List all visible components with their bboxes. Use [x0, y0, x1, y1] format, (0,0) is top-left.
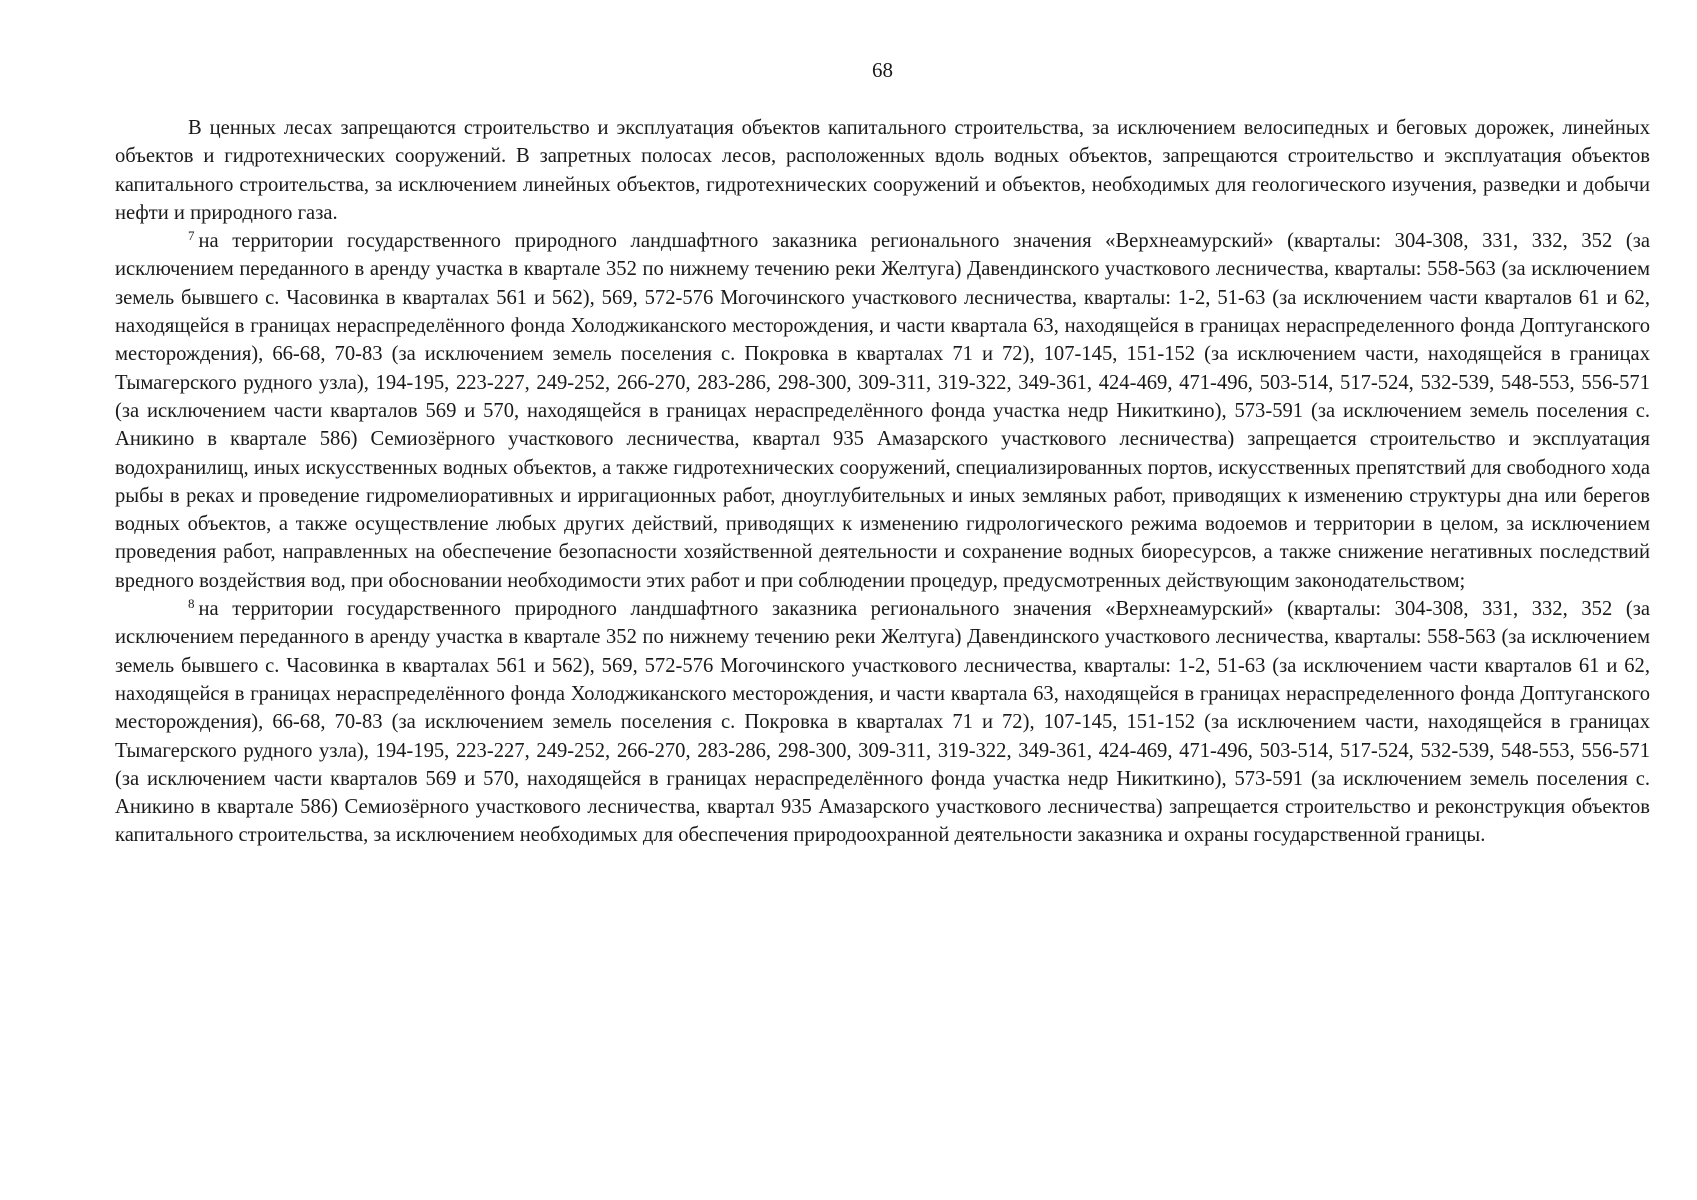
- paragraph-valuable-forests: [115, 114, 1650, 227]
- document-body: [115, 114, 1650, 850]
- footnote-marker: 8: [188, 596, 195, 612]
- footnote-marker: 7: [188, 228, 195, 244]
- paragraph-text: В ценных лесах запрещаются строительство и эксплуатация объектов капитального строительства, за исключением велосипедных и беговых дорожек, линейных объектов и гидротехнических сооружений. В запретных полосах лесов, расположенных вдоль водных объектов, запрещаются строительство и эксплуатация объектов капитального строительства, за исключением линейных объектов, гидротехнических сооружений и объектов, необходимых для геологического изучения, разведки и добычи нефти и природного газа.: [115, 117, 1650, 224]
- paragraph-footnote-7: [115, 227, 1650, 595]
- paragraph-text: на территории государственного природного ландшафтного заказника регионального значения «Верхнеамурский» (кварталы: 304-308, 331, 332, 352 (за исключением переданного в аренду участка в квартале 352 по нижнему течению реки Желтуга) Давендинского участкового лесничества, кварталы: 558-563 (за исключением земель бывшего с. Часовинка в кварталах 561 и 562), 569, 572-576 Могочинского участкового лесничества, кварталы: 1-2, 51-63 (за исключением части кварталов 61 и 62, находящейся в границах нераспределённого фонда Холоджиканского месторождения, и части квартала 63, находящейся в границах нераспределенного фонда Доптуганского месторождения), 66-68, 70-83 (за исключением земель поселения с. Покровка в кварталах 71 и 72), 107-145, 151-152 (за исключением части, находящейся в границах Тымагерского рудного узла), 194-195, 223-227, 249-252, 266-270, 283-286, 298-300, 309-311, 319-322, 349-361, 424-469, 471-496, 503-514, 517-524, 532-539, 548-553, 556-571 (за исключением части кварталов 569 и 570, находящейся в границах нераспределённого фонда участка недр Никиткино), 573-591 (за исключением земель поселения с. Аникино в квартале 586) Семиозёрного участкового лесничества, квартал 935 Амазарского участкового лесничества) запрещается строительство и эксплуатация водохранилищ, иных искусственных водных объектов, а также гидротехнических сооружений, специализированных портов, искусственных препятствий для свободного хода рыбы в реках и проведение гидромелиоративных и ирригационных работ, дноуглубительных и иных земляных работ, приводящих к изменению структуры дна или берегов водных объектов, а также осуществление любых других действий, приводящих к изменению гидрологического режима водоемов и территории в целом, за исключением проведения работ, направленных на обеспечение безопасности хозяйственной деятельности и сохранение водных биоресурсов, а также снижение негативных последствий вредного воздействия вод, при обосновании необходимости этих работ и при соблюдении процедур, предусмотренных действующим законодательством;: [115, 230, 1650, 592]
- paragraph-footnote-8: [115, 595, 1650, 850]
- paragraph-text: на территории государственного природного ландшафтного заказника регионального значения «Верхнеамурский» (кварталы: 304-308, 331, 332, 352 (за исключением переданного в аренду участка в квартале 352 по нижнему течению реки Желтуга) Давендинского участкового лесничества, кварталы: 558-563 (за исключением земель бывшего с. Часовинка в кварталах 561 и 562), 569, 572-576 Могочинского участкового лесничества, кварталы: 1-2, 51-63 (за исключением части кварталов 61 и 62, находящейся в границах нераспределённого фонда Холоджиканского месторождения, и части квартала 63, находящейся в границах нераспределенного фонда Доптуганского месторождения), 66-68, 70-83 (за исключением земель поселения с. Покровка в кварталах 71 и 72), 107-145, 151-152 (за исключением части, находящейся в границах Тымагерского рудного узла), 194-195, 223-227, 249-252, 266-270, 283-286, 298-300, 309-311, 319-322, 349-361, 424-469, 471-496, 503-514, 517-524, 532-539, 548-553, 556-571 (за исключением части кварталов 569 и 570, находящейся в границах нераспределённого фонда участка недр Никиткино), 573-591 (за исключением земель поселения с. Аникино в квартале 586) Семиозёрного участкового лесничества, квартал 935 Амазарского участкового лесничества) запрещается строительство и реконструкция объектов капитального строительства, за исключением необходимых для обеспечения природоохранной деятельности заказника и охраны государственной границы.: [115, 598, 1650, 847]
- page-number: 68: [872, 58, 893, 82]
